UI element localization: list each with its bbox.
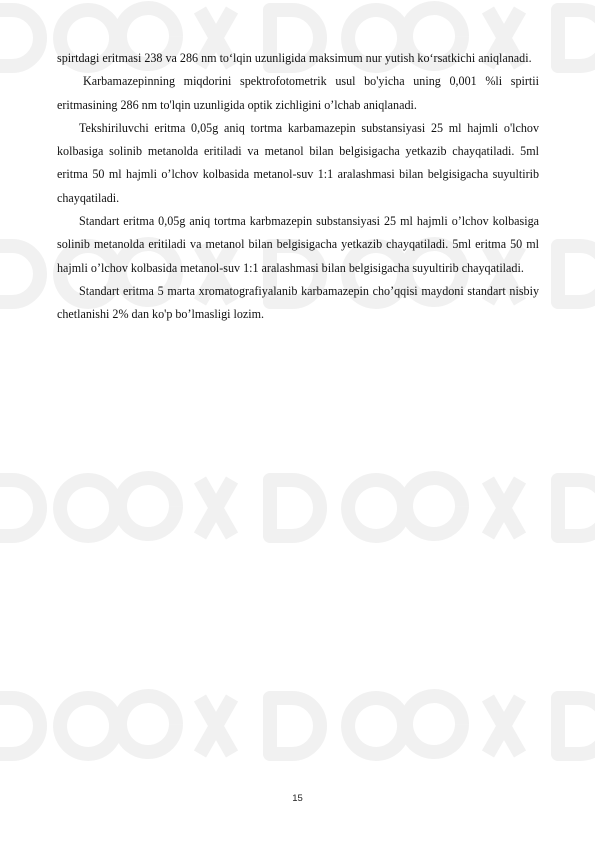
paragraph-standard-solution: Standart eritma 0,05g aniq tortma karbmazepin substansiyasi 25 ml hajmli o’lchov kolbasiga solinib metanolda eritiladi va metanol bilan belgisigacha yetkazib chayqatiladi. 5ml eritma 50 ml hajmli o’lchov kolbasida metanol-suv 1:1 aralashmasi bilan belgisigacha suyultirib chayqatiladi. <box>57 214 539 275</box>
paragraph-chromatography-requirement: Standart eritma 5 marta xromatografiyalanib karbamazepin cho’qqisi maydoni standart nisbiy chetlanishi 2% dan ko'p bo’lmasligi lozim. <box>57 283 539 322</box>
page-number: 15 <box>292 793 303 804</box>
paragraph-test-solution: Tekshiriluvchi eritma 0,05g aniq tortma karbamazepin substansiyasi 25 ml hajmli o'lchov kolbasiga solinib metanolda eritiladi va metanol bilan belgisigacha yetkazib chayqatiladi. 5ml eritma 50 ml hajmli o’lchov kolbasida metanol-suv 1:1 aralashmasi bilan belgisigacha suyultirib chayqatiladi. <box>57 120 539 205</box>
document-body <box>57 47 539 327</box>
paragraph-spectrophotometric-method: Karbamazepinning miqdorini spektrofotometrik usul bo'yicha uning 0,001 %li spirtii eritmasining 286 nm to'lqin uzunligida optik zichligini o’lchab aniqlanadi. <box>57 74 539 112</box>
paragraph-continued: spirtdagi eritmasi 238 va 286 nm to‘lqin uzunligida maksimum nur yutish ko‘rsatkichi aniqlanadi. <box>57 51 532 65</box>
